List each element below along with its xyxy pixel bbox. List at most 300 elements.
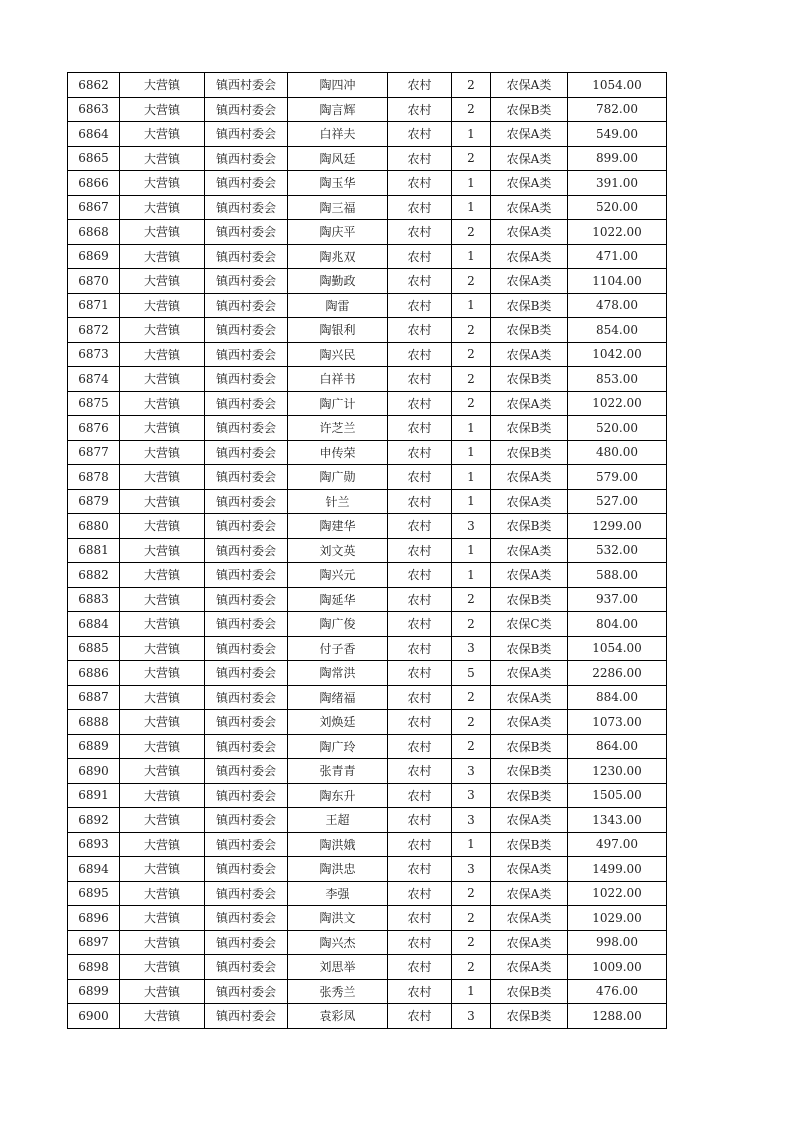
cell-area-type: 农村 [388, 808, 452, 833]
cell-area-type: 农村 [388, 955, 452, 980]
cell-village: 镇西村委会 [205, 612, 288, 637]
cell-area-type: 农村 [388, 318, 452, 343]
table-row [68, 416, 667, 441]
cell-amount: 1343.00 [568, 808, 667, 833]
cell-name: 刘思举 [288, 955, 388, 980]
cell-village: 镇西村委会 [205, 685, 288, 710]
cell-amount: 1073.00 [568, 710, 667, 735]
cell-category: 农保B类 [491, 514, 568, 539]
cell-town: 大营镇 [120, 489, 205, 514]
table-row [68, 514, 667, 539]
cell-seq: 6882 [68, 563, 120, 588]
cell-town: 大营镇 [120, 171, 205, 196]
cell-name: 刘焕廷 [288, 710, 388, 735]
cell-town: 大营镇 [120, 416, 205, 441]
cell-amount: 864.00 [568, 734, 667, 759]
cell-category: 农保A类 [491, 122, 568, 147]
cell-name: 陶洪忠 [288, 857, 388, 882]
cell-name: 张秀兰 [288, 979, 388, 1004]
cell-category: 农保B类 [491, 587, 568, 612]
cell-household-size: 2 [452, 734, 491, 759]
cell-seq: 6879 [68, 489, 120, 514]
cell-amount: 579.00 [568, 465, 667, 490]
cell-town: 大营镇 [120, 342, 205, 367]
cell-category: 农保A类 [491, 171, 568, 196]
cell-category: 农保B类 [491, 832, 568, 857]
cell-seq: 6897 [68, 930, 120, 955]
cell-category: 农保A类 [491, 195, 568, 220]
cell-household-size: 1 [452, 832, 491, 857]
cell-village: 镇西村委会 [205, 416, 288, 441]
cell-name: 张青青 [288, 759, 388, 784]
cell-town: 大营镇 [120, 391, 205, 416]
cell-area-type: 农村 [388, 244, 452, 269]
cell-household-size: 3 [452, 514, 491, 539]
cell-village: 镇西村委会 [205, 955, 288, 980]
cell-area-type: 农村 [388, 930, 452, 955]
cell-amount: 1022.00 [568, 220, 667, 245]
cell-town: 大营镇 [120, 97, 205, 122]
cell-name: 申传荣 [288, 440, 388, 465]
cell-seq: 6895 [68, 881, 120, 906]
cell-area-type: 农村 [388, 832, 452, 857]
cell-town: 大营镇 [120, 881, 205, 906]
table-row [68, 955, 667, 980]
table-row [68, 146, 667, 171]
cell-category: 农保A类 [491, 538, 568, 563]
cell-village: 镇西村委会 [205, 710, 288, 735]
cell-area-type: 农村 [388, 146, 452, 171]
table-row [68, 244, 667, 269]
cell-amount: 1029.00 [568, 906, 667, 931]
cell-amount: 1104.00 [568, 269, 667, 294]
cell-village: 镇西村委会 [205, 367, 288, 392]
cell-town: 大营镇 [120, 244, 205, 269]
cell-category: 农保B类 [491, 318, 568, 343]
cell-category: 农保B类 [491, 636, 568, 661]
cell-household-size: 2 [452, 710, 491, 735]
cell-area-type: 农村 [388, 416, 452, 441]
cell-seq: 6886 [68, 661, 120, 686]
cell-village: 镇西村委会 [205, 220, 288, 245]
cell-town: 大营镇 [120, 73, 205, 98]
cell-village: 镇西村委会 [205, 636, 288, 661]
table-row [68, 367, 667, 392]
cell-category: 农保A类 [491, 563, 568, 588]
cell-household-size: 2 [452, 269, 491, 294]
cell-town: 大营镇 [120, 538, 205, 563]
cell-amount: 854.00 [568, 318, 667, 343]
cell-town: 大营镇 [120, 293, 205, 318]
cell-name: 陶兴杰 [288, 930, 388, 955]
table-row [68, 636, 667, 661]
cell-area-type: 农村 [388, 587, 452, 612]
cell-village: 镇西村委会 [205, 440, 288, 465]
cell-name: 陶绪福 [288, 685, 388, 710]
cell-amount: 480.00 [568, 440, 667, 465]
cell-town: 大营镇 [120, 440, 205, 465]
cell-village: 镇西村委会 [205, 269, 288, 294]
cell-village: 镇西村委会 [205, 734, 288, 759]
cell-village: 镇西村委会 [205, 1004, 288, 1029]
table-row [68, 342, 667, 367]
cell-category: 农保A类 [491, 465, 568, 490]
cell-village: 镇西村委会 [205, 391, 288, 416]
table-row [68, 538, 667, 563]
cell-household-size: 1 [452, 979, 491, 1004]
cell-name: 陶风廷 [288, 146, 388, 171]
cell-area-type: 农村 [388, 391, 452, 416]
cell-village: 镇西村委会 [205, 906, 288, 931]
cell-seq: 6864 [68, 122, 120, 147]
cell-household-size: 2 [452, 342, 491, 367]
cell-household-size: 2 [452, 367, 491, 392]
cell-village: 镇西村委会 [205, 342, 288, 367]
cell-village: 镇西村委会 [205, 465, 288, 490]
cell-seq: 6872 [68, 318, 120, 343]
cell-seq: 6890 [68, 759, 120, 784]
cell-seq: 6875 [68, 391, 120, 416]
cell-area-type: 农村 [388, 881, 452, 906]
table-row [68, 832, 667, 857]
cell-area-type: 农村 [388, 73, 452, 98]
table-row [68, 612, 667, 637]
cell-category: 农保A类 [491, 906, 568, 931]
cell-amount: 1505.00 [568, 783, 667, 808]
cell-category: 农保A类 [491, 857, 568, 882]
cell-name: 针兰 [288, 489, 388, 514]
cell-village: 镇西村委会 [205, 73, 288, 98]
cell-area-type: 农村 [388, 612, 452, 637]
cell-category: 农保B类 [491, 440, 568, 465]
cell-seq: 6881 [68, 538, 120, 563]
cell-town: 大营镇 [120, 808, 205, 833]
cell-household-size: 1 [452, 244, 491, 269]
cell-category: 农保A类 [491, 220, 568, 245]
cell-village: 镇西村委会 [205, 195, 288, 220]
cell-area-type: 农村 [388, 636, 452, 661]
cell-seq: 6871 [68, 293, 120, 318]
cell-amount: 1499.00 [568, 857, 667, 882]
cell-town: 大营镇 [120, 734, 205, 759]
cell-household-size: 2 [452, 906, 491, 931]
cell-name: 陶四冲 [288, 73, 388, 98]
cell-area-type: 农村 [388, 661, 452, 686]
table-row [68, 881, 667, 906]
cell-seq: 6893 [68, 832, 120, 857]
cell-area-type: 农村 [388, 97, 452, 122]
cell-amount: 1054.00 [568, 636, 667, 661]
cell-household-size: 2 [452, 955, 491, 980]
table-row [68, 465, 667, 490]
table-row [68, 269, 667, 294]
cell-village: 镇西村委会 [205, 244, 288, 269]
cell-area-type: 农村 [388, 367, 452, 392]
cell-category: 农保A类 [491, 342, 568, 367]
cell-name: 陶庆平 [288, 220, 388, 245]
cell-category: 农保A类 [491, 955, 568, 980]
cell-category: 农保A类 [491, 391, 568, 416]
cell-area-type: 农村 [388, 685, 452, 710]
cell-name: 陶广计 [288, 391, 388, 416]
cell-amount: 478.00 [568, 293, 667, 318]
cell-amount: 1288.00 [568, 1004, 667, 1029]
cell-seq: 6873 [68, 342, 120, 367]
cell-area-type: 农村 [388, 734, 452, 759]
cell-category: 农保A类 [491, 244, 568, 269]
cell-household-size: 2 [452, 318, 491, 343]
cell-area-type: 农村 [388, 759, 452, 784]
cell-household-size: 1 [452, 538, 491, 563]
cell-category: 农保B类 [491, 979, 568, 1004]
cell-seq: 6889 [68, 734, 120, 759]
cell-amount: 1022.00 [568, 881, 667, 906]
cell-village: 镇西村委会 [205, 857, 288, 882]
cell-amount: 937.00 [568, 587, 667, 612]
cell-town: 大营镇 [120, 367, 205, 392]
table-row [68, 440, 667, 465]
table-body [68, 73, 667, 1029]
cell-town: 大营镇 [120, 146, 205, 171]
cell-category: 农保C类 [491, 612, 568, 637]
cell-household-size: 2 [452, 930, 491, 955]
cell-area-type: 农村 [388, 538, 452, 563]
cell-amount: 998.00 [568, 930, 667, 955]
cell-amount: 391.00 [568, 171, 667, 196]
cell-area-type: 农村 [388, 906, 452, 931]
cell-amount: 476.00 [568, 979, 667, 1004]
cell-amount: 2286.00 [568, 661, 667, 686]
table-row [68, 587, 667, 612]
cell-seq: 6898 [68, 955, 120, 980]
cell-household-size: 2 [452, 881, 491, 906]
cell-town: 大营镇 [120, 661, 205, 686]
cell-category: 农保A类 [491, 661, 568, 686]
cell-seq: 6865 [68, 146, 120, 171]
cell-household-size: 2 [452, 685, 491, 710]
cell-amount: 804.00 [568, 612, 667, 637]
cell-amount: 549.00 [568, 122, 667, 147]
cell-name: 陶广俊 [288, 612, 388, 637]
cell-category: 农保B类 [491, 416, 568, 441]
cell-town: 大营镇 [120, 587, 205, 612]
table-row [68, 1004, 667, 1029]
cell-amount: 853.00 [568, 367, 667, 392]
cell-category: 农保A类 [491, 710, 568, 735]
cell-seq: 6896 [68, 906, 120, 931]
cell-town: 大营镇 [120, 930, 205, 955]
cell-area-type: 农村 [388, 857, 452, 882]
cell-seq: 6868 [68, 220, 120, 245]
cell-village: 镇西村委会 [205, 759, 288, 784]
cell-amount: 1009.00 [568, 955, 667, 980]
cell-name: 陶延华 [288, 587, 388, 612]
cell-name: 王超 [288, 808, 388, 833]
cell-household-size: 1 [452, 465, 491, 490]
cell-town: 大营镇 [120, 220, 205, 245]
cell-area-type: 农村 [388, 342, 452, 367]
cell-amount: 588.00 [568, 563, 667, 588]
cell-seq: 6891 [68, 783, 120, 808]
cell-name: 陶常洪 [288, 661, 388, 686]
cell-seq: 6867 [68, 195, 120, 220]
cell-category: 农保A类 [491, 146, 568, 171]
cell-name: 陶洪文 [288, 906, 388, 931]
cell-household-size: 2 [452, 97, 491, 122]
cell-town: 大营镇 [120, 122, 205, 147]
cell-household-size: 2 [452, 391, 491, 416]
cell-household-size: 1 [452, 440, 491, 465]
cell-area-type: 农村 [388, 465, 452, 490]
cell-seq: 6885 [68, 636, 120, 661]
cell-village: 镇西村委会 [205, 808, 288, 833]
cell-village: 镇西村委会 [205, 171, 288, 196]
cell-seq: 6862 [68, 73, 120, 98]
table-row [68, 759, 667, 784]
cell-town: 大营镇 [120, 955, 205, 980]
cell-household-size: 2 [452, 587, 491, 612]
cell-area-type: 农村 [388, 1004, 452, 1029]
cell-amount: 520.00 [568, 416, 667, 441]
cell-category: 农保B类 [491, 759, 568, 784]
cell-name: 陶建华 [288, 514, 388, 539]
cell-area-type: 农村 [388, 440, 452, 465]
cell-area-type: 农村 [388, 122, 452, 147]
table-row [68, 122, 667, 147]
cell-name: 陶三福 [288, 195, 388, 220]
table-row [68, 661, 667, 686]
cell-amount: 782.00 [568, 97, 667, 122]
table-row [68, 734, 667, 759]
cell-town: 大营镇 [120, 612, 205, 637]
cell-area-type: 农村 [388, 220, 452, 245]
cell-household-size: 2 [452, 73, 491, 98]
cell-seq: 6883 [68, 587, 120, 612]
cell-town: 大营镇 [120, 563, 205, 588]
cell-town: 大营镇 [120, 832, 205, 857]
cell-village: 镇西村委会 [205, 832, 288, 857]
table-row [68, 808, 667, 833]
cell-category: 农保B类 [491, 97, 568, 122]
table-row [68, 73, 667, 98]
table-row [68, 710, 667, 735]
cell-village: 镇西村委会 [205, 563, 288, 588]
cell-town: 大营镇 [120, 710, 205, 735]
cell-category: 农保B类 [491, 293, 568, 318]
cell-town: 大营镇 [120, 318, 205, 343]
cell-amount: 1054.00 [568, 73, 667, 98]
table-row [68, 857, 667, 882]
cell-village: 镇西村委会 [205, 979, 288, 1004]
table-row [68, 906, 667, 931]
cell-name: 许芝兰 [288, 416, 388, 441]
cell-town: 大营镇 [120, 195, 205, 220]
table-row [68, 220, 667, 245]
cell-village: 镇西村委会 [205, 930, 288, 955]
cell-household-size: 1 [452, 122, 491, 147]
table-row [68, 195, 667, 220]
cell-area-type: 农村 [388, 979, 452, 1004]
cell-name: 陶言辉 [288, 97, 388, 122]
cell-area-type: 农村 [388, 171, 452, 196]
cell-seq: 6863 [68, 97, 120, 122]
cell-seq: 6880 [68, 514, 120, 539]
cell-area-type: 农村 [388, 514, 452, 539]
cell-category: 农保B类 [491, 1004, 568, 1029]
cell-category: 农保A类 [491, 930, 568, 955]
table-row [68, 930, 667, 955]
cell-household-size: 1 [452, 171, 491, 196]
table-row [68, 171, 667, 196]
cell-name: 陶广玲 [288, 734, 388, 759]
cell-household-size: 3 [452, 1004, 491, 1029]
cell-seq: 6894 [68, 857, 120, 882]
cell-household-size: 3 [452, 783, 491, 808]
cell-category: 农保A类 [491, 808, 568, 833]
cell-village: 镇西村委会 [205, 146, 288, 171]
cell-town: 大营镇 [120, 759, 205, 784]
table-row [68, 783, 667, 808]
cell-category: 农保A类 [491, 73, 568, 98]
cell-name: 刘文英 [288, 538, 388, 563]
cell-amount: 884.00 [568, 685, 667, 710]
cell-household-size: 1 [452, 489, 491, 514]
cell-household-size: 1 [452, 293, 491, 318]
cell-category: 农保A类 [491, 881, 568, 906]
cell-area-type: 农村 [388, 293, 452, 318]
cell-name: 陶银利 [288, 318, 388, 343]
cell-town: 大营镇 [120, 269, 205, 294]
cell-seq: 6869 [68, 244, 120, 269]
cell-village: 镇西村委会 [205, 318, 288, 343]
cell-seq: 6899 [68, 979, 120, 1004]
cell-seq: 6866 [68, 171, 120, 196]
cell-town: 大营镇 [120, 465, 205, 490]
cell-area-type: 农村 [388, 783, 452, 808]
table-row [68, 391, 667, 416]
cell-category: 农保A类 [491, 685, 568, 710]
cell-name: 付子香 [288, 636, 388, 661]
cell-seq: 6870 [68, 269, 120, 294]
cell-village: 镇西村委会 [205, 489, 288, 514]
cell-household-size: 2 [452, 612, 491, 637]
cell-category: 农保B类 [491, 734, 568, 759]
cell-village: 镇西村委会 [205, 97, 288, 122]
cell-amount: 1022.00 [568, 391, 667, 416]
cell-name: 白祥夫 [288, 122, 388, 147]
cell-name: 陶勤政 [288, 269, 388, 294]
cell-household-size: 2 [452, 146, 491, 171]
beneficiary-table [67, 72, 667, 1029]
cell-household-size: 3 [452, 808, 491, 833]
cell-village: 镇西村委会 [205, 122, 288, 147]
cell-name: 陶东升 [288, 783, 388, 808]
cell-category: 农保A类 [491, 269, 568, 294]
cell-seq: 6887 [68, 685, 120, 710]
cell-village: 镇西村委会 [205, 661, 288, 686]
cell-name: 陶玉华 [288, 171, 388, 196]
cell-village: 镇西村委会 [205, 293, 288, 318]
cell-town: 大营镇 [120, 906, 205, 931]
cell-village: 镇西村委会 [205, 538, 288, 563]
cell-name: 陶兆双 [288, 244, 388, 269]
cell-area-type: 农村 [388, 710, 452, 735]
cell-category: 农保A类 [491, 489, 568, 514]
cell-seq: 6874 [68, 367, 120, 392]
table-row [68, 489, 667, 514]
cell-name: 陶兴元 [288, 563, 388, 588]
cell-seq: 6884 [68, 612, 120, 637]
